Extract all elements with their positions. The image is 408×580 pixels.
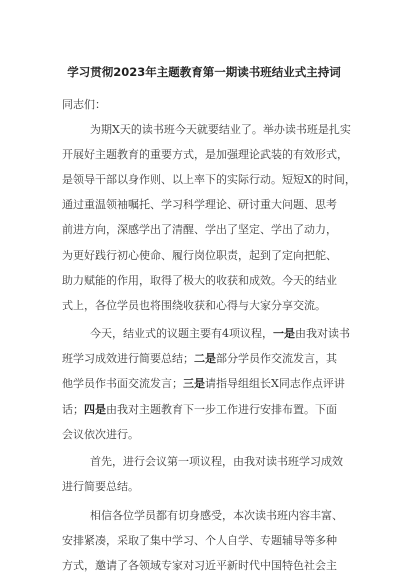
body-text: 会议依次进行。 — [62, 428, 139, 441]
body-line — [62, 300, 326, 311]
body-text: 班学习成效进行简要总结； — [62, 352, 194, 365]
body-text: 安排紧凑，采取了集中学习、个人自学、专题辅导等多种 — [62, 534, 337, 547]
body-line — [90, 328, 350, 339]
body-line — [62, 535, 337, 546]
body-line — [62, 378, 345, 389]
body-text: 相信各位学员都有切身感受，本次读书班内容丰富、 — [90, 509, 343, 522]
body-line — [62, 404, 337, 415]
body-line — [62, 174, 356, 185]
body-text: 由我对主题教育下一步工作进行安排布置。下面 — [106, 403, 337, 416]
body-text: 前进方向，深感学出了清醒、学出了坚定、学出了动力， — [62, 223, 337, 236]
body-text: 通过重温领袖嘱托、学习科学理论、研讨重大问题、思考 — [62, 198, 337, 211]
body-text: 进行简要总结。 — [62, 480, 139, 493]
body-line — [62, 275, 337, 286]
body-line — [62, 224, 337, 235]
body-line — [90, 124, 351, 135]
body-line — [62, 353, 337, 364]
body-text: 首先，进行会议第一项议程，由我对读书班学习成效 — [90, 455, 343, 468]
body-line — [62, 250, 337, 261]
salutation: 同志们： — [62, 98, 106, 111]
body-text: 由我对读书 — [295, 327, 350, 340]
body-text: 是领导干部以身作则、以上率下的实际行动。短短X的时间， — [62, 173, 356, 186]
body-text: 助力赋能的作用，取得了极大的收获和成效。今天的结业 — [62, 274, 337, 287]
body-text: 请指导组组长X同志作点评讲 — [205, 377, 345, 390]
body-text: 为更好践行初心使命、履行岗位职责，起到了定向把舵、 — [62, 249, 337, 262]
body-line — [62, 481, 139, 492]
emphasis-text: 四是 — [84, 403, 106, 416]
body-line — [62, 199, 337, 210]
body-line — [90, 456, 343, 467]
body-text: 方式，邀请了各领域专家对习近平新时代中国特色社会主 — [62, 559, 337, 572]
emphasis-text: 三是 — [183, 377, 205, 390]
body-text: 话； — [62, 403, 84, 416]
body-line — [62, 560, 337, 571]
body-text: 他学员作书面交流发言； — [62, 377, 183, 390]
body-line — [62, 149, 348, 160]
body-text: 开展好主题教育的重要方式，是加强理论武装的有效形式， — [62, 148, 348, 161]
body-text: 今天，结业式的议题主要有4项议程， — [90, 327, 273, 340]
emphasis-text: 一是 — [273, 327, 295, 340]
body-text: 部分学员作交流发言，其 — [216, 352, 337, 365]
body-text: 式上，各位学员也将围绕收获和心得与大家分享交流。 — [62, 299, 326, 312]
body-line — [62, 429, 139, 440]
emphasis-text: 二是 — [194, 352, 216, 365]
document-title: 学习贯彻2023年主题教育第一期读书班结业式主持词 — [67, 65, 341, 79]
body-text: 为期X天的读书班今天就要结业了。举办读书班是扎实 — [90, 123, 351, 136]
body-line — [90, 510, 343, 521]
